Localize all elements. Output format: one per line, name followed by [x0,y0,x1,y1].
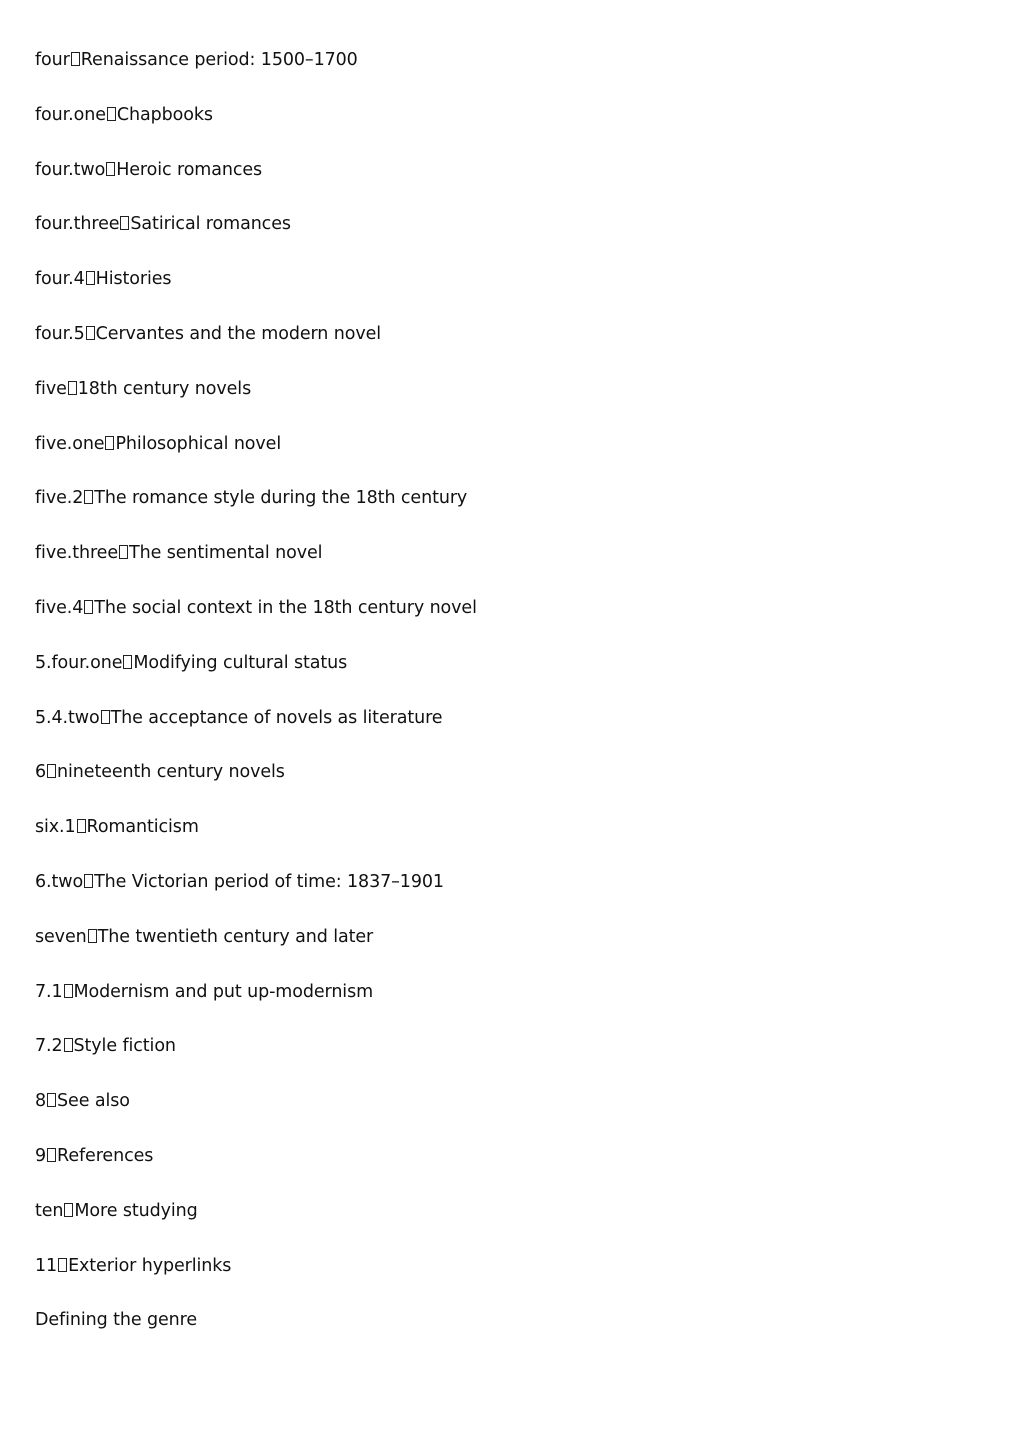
toc-item-number: 9 [35,1145,47,1166]
toc-link-item[interactable] [35,157,477,212]
missing-glyph-icon [105,436,114,450]
toc-item-number: five [35,378,67,399]
toc-item-number: five.4 [35,597,84,618]
toc-link-item[interactable] [35,595,477,650]
toc-link-item[interactable] [35,1143,477,1198]
missing-glyph-icon [58,1258,67,1272]
toc-item-label: Heroic romances [116,159,263,180]
toc-link-item[interactable] [35,814,477,869]
toc-item-number: 8 [35,1091,47,1112]
toc-item-label: The sentimental novel [129,543,323,564]
toc-item-label: Exterior hyperlinks [68,1255,232,1276]
toc-link-item[interactable] [35,266,477,321]
toc-item-label: The Victorian period of time: 1837–1901 [94,871,444,892]
toc-item-number: ten [35,1200,64,1221]
missing-glyph-icon [64,1203,73,1217]
missing-glyph-icon [101,710,110,724]
missing-glyph-icon [84,600,93,614]
toc-item-number: five.one [35,433,105,454]
toc-item-label: References [57,1145,154,1166]
missing-glyph-icon [84,874,93,888]
toc-item-number: four.three [35,214,120,235]
toc-item-label: 18th century novels [77,378,252,399]
toc-item-number: four.4 [35,269,85,290]
section-heading: Defining the genre [35,1310,198,1331]
toc-link-item[interactable] [35,540,477,595]
toc-item-label: The romance style during the 18th century [94,488,468,509]
toc-link-item[interactable] [35,705,477,760]
missing-glyph-icon [71,52,80,66]
toc-item-number: six.1 [35,817,76,838]
toc-item-label: See also [57,1091,130,1112]
missing-glyph-icon [68,381,77,395]
toc-item-label: Renaissance period: 1500–1700 [80,50,358,70]
toc-item-number: four.5 [35,323,85,344]
toc-item-number: 7.2 [35,1036,63,1057]
toc-item-label: Cervantes and the modern novel [95,323,382,344]
toc-link-item[interactable] [35,924,477,979]
toc-item-label: The twentieth century and later [97,926,374,947]
toc-item-label: nineteenth century novels [57,762,285,783]
missing-glyph-icon [86,326,95,340]
toc-link-item[interactable] [35,102,477,157]
toc-link-item[interactable] [35,376,477,431]
toc-item-number: 11 [35,1255,58,1276]
toc-item-number: seven [35,926,87,947]
toc-link-item[interactable] [35,979,477,1034]
missing-glyph-icon [88,929,97,943]
toc-item-label: Philosophical novel [115,433,282,454]
missing-glyph-icon [86,271,95,285]
toc-item-number: 5.four.one [35,652,123,673]
missing-glyph-icon [77,819,86,833]
toc-link-item[interactable] [35,759,477,814]
missing-glyph-icon [64,984,73,998]
toc-item-label: The social context in the 18th century novel [94,597,477,618]
toc-link-item[interactable] [35,869,477,924]
toc-item-label: Chapbooks [116,104,213,125]
toc-item-number: four.one [35,104,106,125]
toc-link-item[interactable] [35,431,477,486]
toc-item-number: four [35,50,70,70]
toc-item-label: Romanticism [86,817,199,838]
toc-item-number: five.2 [35,488,84,509]
missing-glyph-icon [64,1038,73,1052]
toc-item-number: four.two [35,159,106,180]
toc-link-item[interactable] [35,211,477,266]
table-of-contents [35,47,477,1362]
toc-item-number: five.three [35,543,119,564]
toc-item-number: 7.1 [35,981,63,1002]
missing-glyph-icon [47,1148,56,1162]
toc-item-label: More studying [74,1200,198,1221]
toc-item-label: Style fiction [73,1036,176,1057]
toc-link-item[interactable] [35,321,477,376]
toc-item-label: Modifying cultural status [133,652,348,673]
toc-item-number: 6.two [35,871,84,892]
missing-glyph-icon [84,490,93,504]
missing-glyph-icon [106,162,115,176]
missing-glyph-icon [107,107,116,121]
toc-link-item[interactable] [35,1088,477,1143]
toc-item-label: Modernism and put up-modernism [73,981,374,1002]
toc-item-number: 5.4.two [35,707,100,728]
missing-glyph-icon [120,216,129,230]
toc-link-item[interactable] [35,1033,477,1088]
missing-glyph-icon [47,1093,56,1107]
toc-item-label: Histories [95,269,172,290]
toc-link-item[interactable] [35,47,477,102]
missing-glyph-icon [119,545,128,559]
toc-link-item[interactable] [35,650,477,705]
toc-item-label: The acceptance of novels as literature [110,707,443,728]
toc-item-number: 6 [35,762,47,783]
missing-glyph-icon [47,764,56,778]
toc-link-item[interactable] [35,1198,477,1253]
missing-glyph-icon [123,655,132,669]
toc-link-item[interactable] [35,485,477,540]
toc-item-label: Satirical romances [130,214,291,235]
toc-link-item[interactable] [35,1253,477,1308]
